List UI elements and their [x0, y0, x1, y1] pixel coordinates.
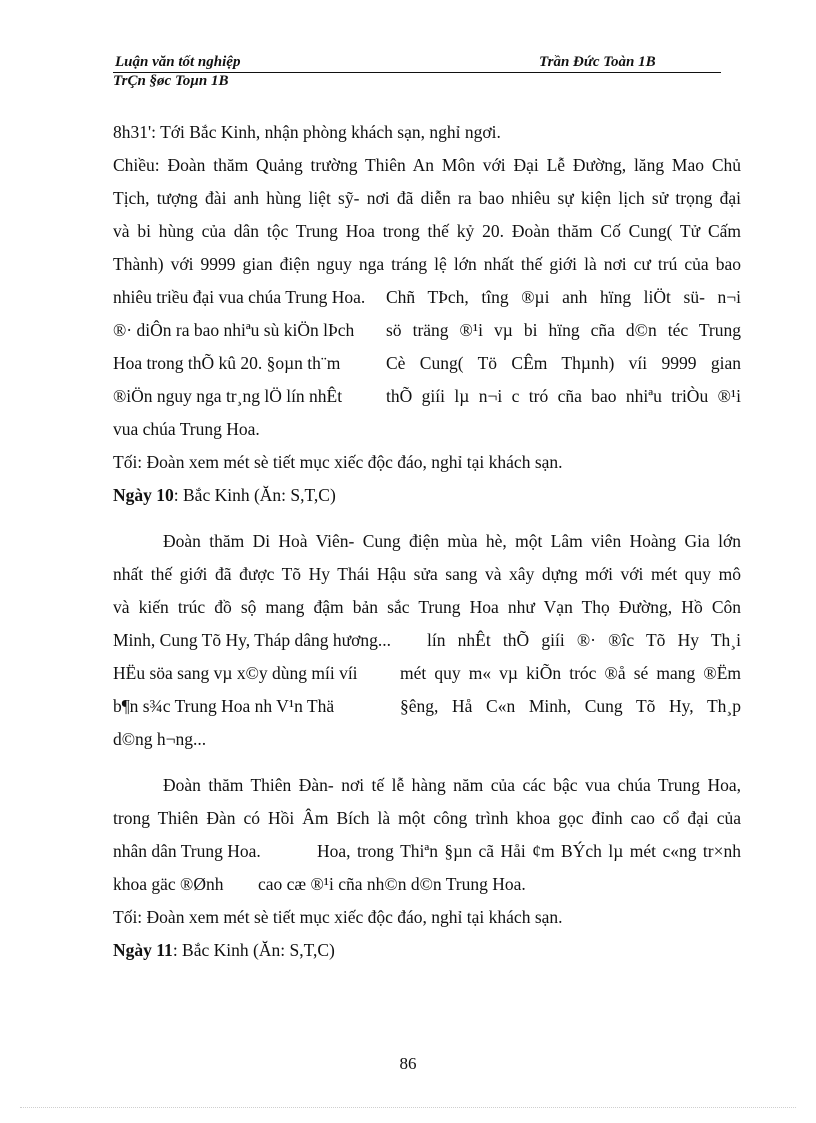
text-line: Thành) với 9999 gian điện nguy nga tráng lệ lớn nhất thế giới là nơi cư trú của bao: [113, 254, 741, 274]
garbled-text-line: d©ng h¬ng...: [113, 729, 207, 749]
text-line: nhiêu triều đại vua chúa Trung Hoa.: [113, 287, 366, 307]
day-label: Ngày 11: [113, 940, 173, 960]
text-line: Tối: Đoàn xem mét sè tiết mục xiếc độc đáo, nghỉ tại khách sạn.: [113, 452, 563, 472]
day-heading: [113, 485, 336, 506]
garbled-text-line: Cè Cung( Tö CÊm Thµnh) víi 9999 gian: [386, 353, 741, 373]
text-line: Đoàn thăm Thiên Đàn- nơi tế lễ hàng năm của các bậc vua chúa Trung Hoa,: [163, 775, 741, 795]
day-heading: [113, 940, 335, 961]
text-line: Minh, Cung Tõ Hy, Tháp dâng hương...: [113, 630, 391, 650]
text-line: Hoa trong thÕ kû 20. §oµn th¨m: [113, 353, 341, 373]
text-line: ®· diÔn ra bao nhiªu sù kiÖn lÞch: [113, 320, 355, 340]
header-author: Trần Đức Toàn 1B: [539, 54, 656, 70]
text-line: trong Thiên Đàn có Hồi Âm Bích là một công trình khoa gọc đỉnh cao cổ đại của: [113, 808, 741, 828]
day-detail: : Bắc Kinh (Ăn: S,T,C): [173, 485, 336, 505]
text-line: và kiến trúc đồ sộ mang đậm bản sắc Trung Hoa như Vạn Thọ Đường, Hồ Côn: [113, 597, 741, 617]
garbled-text-line: khoa gäc ®Ønh: [113, 874, 224, 894]
garbled-text-line: lín nhÊt thÕ giíi ®· ®îc Tõ Hy Th¸i: [427, 630, 741, 650]
header-author-garbled: TrÇn §øc Toµn 1B: [113, 73, 229, 89]
garbled-text-line: Hoa, trong Thiªn §µn cã Håi ¢m BÝch lµ mét c«ng tr×nh: [317, 841, 741, 861]
garbled-text-line: mét quy m« vµ kiÕn tróc ®å sé mang ®Ëm: [400, 663, 741, 683]
garbled-text-line: Chñ TÞch, tîng ®µi anh hïng liÖt sü- n¬i: [386, 287, 741, 307]
text-line: Tịch, tượng đài anh hùng liệt sỹ- nơi đã diễn ra bao nhiêu sự kiện lịch sử trọng đại: [113, 188, 741, 208]
garbled-text-line: thÕ giíi lµ n¬i c tró cña bao nhiªu triÒu ®¹i: [386, 386, 741, 406]
header-thesis-title: Luận văn tốt nghiệp: [115, 54, 241, 70]
text-line: ®iÖn nguy nga tr¸ng lÖ lín nhÊt: [113, 386, 343, 406]
day-detail: : Bắc Kinh (Ăn: S,T,C): [172, 940, 335, 960]
text-line: Đoàn thăm Di Hoà Viên- Cung điện mùa hè, một Lâm viên Hoàng Gia lớn: [163, 531, 741, 551]
text-line: 8h31': Tới Bắc Kinh, nhận phòng khách sạn, nghỉ ngơi.: [113, 122, 501, 142]
text-line: Tối: Đoàn xem mét sè tiết mục xiếc độc đáo, nghỉ tại khách sạn.: [113, 907, 563, 927]
page-number: 86: [399, 1054, 417, 1073]
text-line: nhất thế giới đã được Tõ Hy Thái Hậu sửa sang và xây dựng mới với mét quy mô: [113, 564, 741, 584]
text-line: nhân dân Trung Hoa.: [113, 841, 261, 861]
page-bottom-border: [20, 1107, 796, 1108]
text-line: Chiều: Đoàn thăm Quảng trường Thiên An Môn với Đại Lễ Đường, lăng Mao Chủ: [113, 155, 741, 175]
garbled-text-line: sö träng ®¹i vµ bi hïng cña d©n téc Trung: [386, 320, 741, 340]
running-header: [113, 52, 721, 73]
text-line: HËu söa sang vµ x©y dùng míi víi: [113, 663, 358, 683]
day-label: Ngày 10: [113, 485, 174, 505]
text-line: vua chúa Trung Hoa.: [113, 419, 260, 439]
garbled-text-line: §êng, Hå C«n Minh, Cung Tõ Hy, Th¸p: [400, 696, 741, 716]
text-line: và bi hùng của dân tộc Trung Hoa trong thế kỷ 20. Đoàn thăm Cố Cung( Tử Cấm: [113, 221, 741, 241]
garbled-text-line: cao cæ ®¹i cña nh©n d©n Trung Hoa.: [258, 874, 526, 894]
text-line: b¶n s¾c Trung Hoa nh V¹n Thä: [113, 696, 335, 716]
